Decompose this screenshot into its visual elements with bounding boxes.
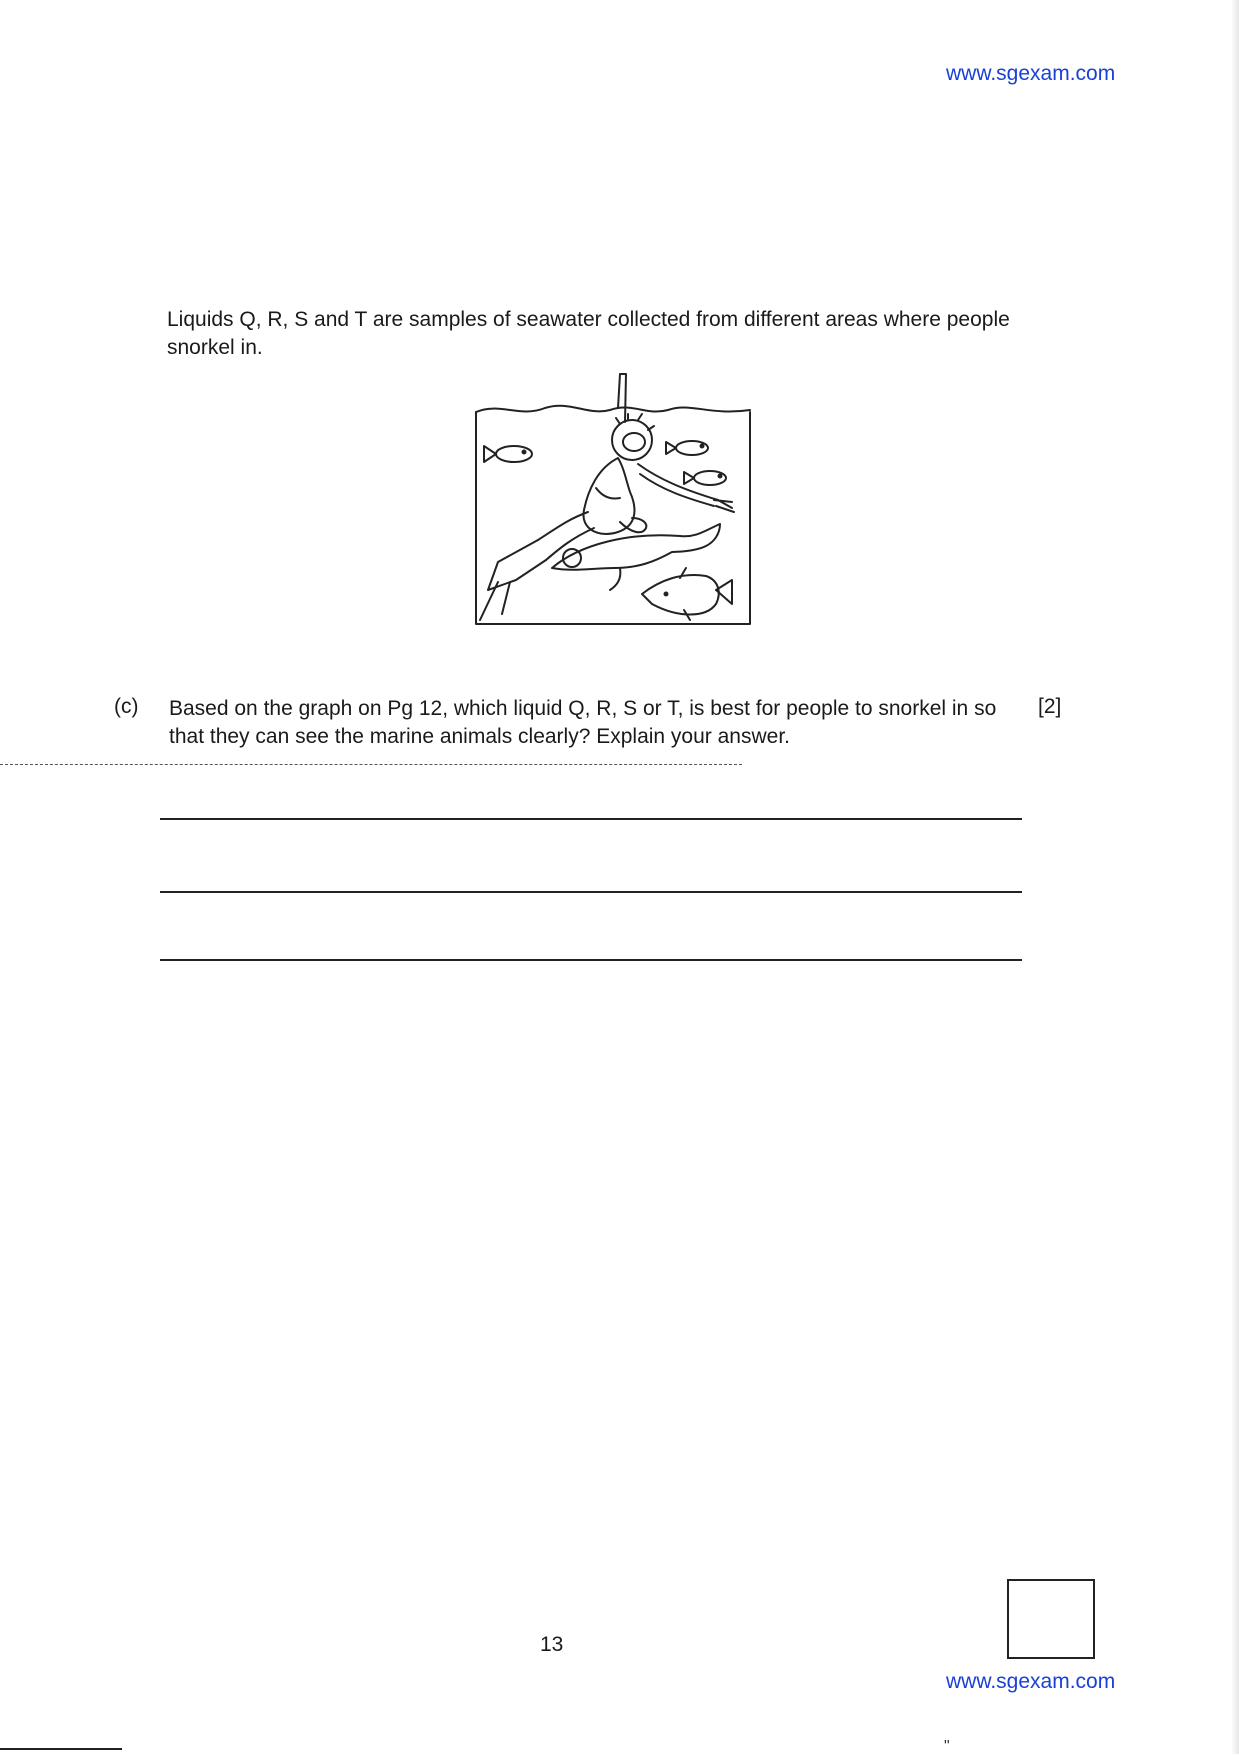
stray-mark: ": [944, 1738, 950, 1755]
answer-line[interactable]: [160, 891, 1022, 893]
scan-edge: [1231, 0, 1239, 1754]
intro-text: Liquids Q, R, S and T are samples of seawater collected from different areas where people snorkel in.: [167, 308, 1010, 359]
answer-line[interactable]: [160, 959, 1022, 961]
page-number: 13: [540, 1633, 564, 1656]
watermark-bottom[interactable]: www.sgexam.com: [946, 1670, 1116, 1693]
answer-line[interactable]: [160, 818, 1022, 820]
marks-box: [1007, 1579, 1095, 1659]
question-label: (c): [114, 695, 139, 718]
bottom-rule: [0, 1748, 122, 1750]
watermark-top[interactable]: www.sgexam.com: [946, 62, 1116, 85]
question-marks: [2]: [1038, 695, 1062, 718]
question-text: Based on the graph on Pg 12, which liquid Q, R, S or T, is best for people to snorkel in so that they can see the marine animals clearly? Explain your answer.: [169, 697, 997, 748]
snorkeller-with-fish-icon: [470, 372, 760, 632]
fold-line: [0, 764, 742, 765]
